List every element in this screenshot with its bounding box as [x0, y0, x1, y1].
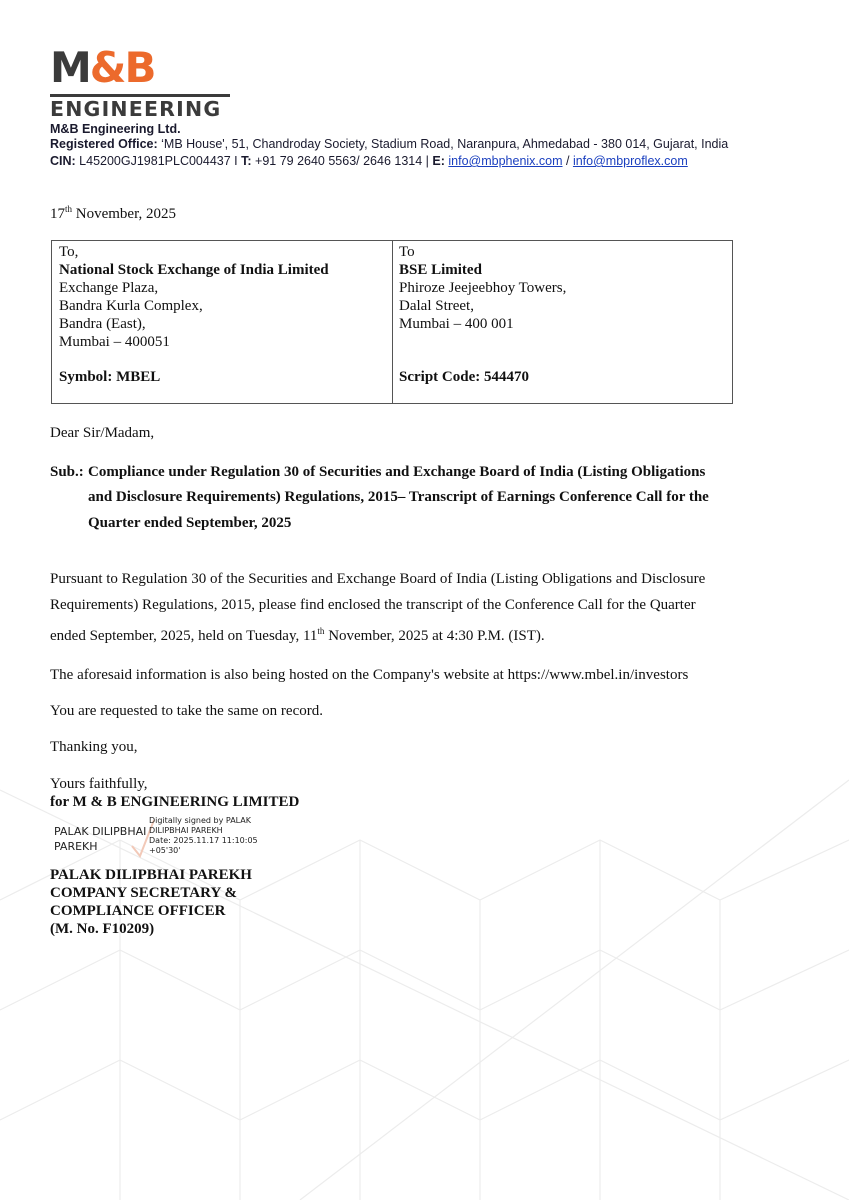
to-label: To,	[59, 244, 79, 260]
recipient-name: National Stock Exchange of India Limited	[59, 262, 329, 278]
signer-membership: (M. No. F10209)	[50, 921, 155, 937]
email-link-mbproflex[interactable]: info@mbproflex.com	[572, 154, 688, 168]
digital-signature	[52, 816, 272, 862]
subject-line: Compliance under Regulation 30 of Securities and Exchange Board of India (Listing Obligations	[88, 464, 706, 480]
signature-details: Digitally signed by PALAK DILIPBHAI PAREKH Date: 2025.11.17 11:10:05 +05'30'	[149, 816, 258, 855]
contact-line: CIN: L45200GJ1981PLC004437 I T: +91 79 2640 5563/ 2646 1314 | E: info@mbphenix.com / info@mbproflex.com	[50, 154, 688, 168]
signer-name: PALAK DILIPBHAI PAREKH	[50, 867, 252, 883]
body-paragraph-1	[50, 566, 705, 649]
subject-line: Quarter ended September, 2025	[88, 515, 292, 531]
bse-script-code: Script Code: 544470	[399, 369, 529, 385]
logo-letter-b: B	[124, 43, 155, 92]
company-logo	[50, 43, 232, 122]
paragraph-line: Pursuant to Regulation 30 of the Securities and Exchange Board of India (Listing Obligations and Disclosure	[50, 571, 706, 587]
address-line: Exchange Plaza,	[59, 280, 159, 296]
body-paragraph-4: Thanking you,	[50, 739, 138, 755]
address-line: Bandra Kurla Complex,	[59, 298, 203, 314]
subject-label: Sub.:	[50, 464, 84, 480]
signature-name: PALAK DILIPBHAI PAREKH	[54, 825, 147, 853]
address-line: Bandra (East),	[59, 316, 146, 332]
signer-title: COMPLIANCE OFFICER	[50, 903, 226, 919]
registered-office: Registered Office: ‘MB House', 51, Chandroday Society, Stadium Road, Naranpura, Ahmedabad - 380 014, Gujarat, India	[50, 137, 729, 151]
address-line: Mumbai – 400 001	[399, 316, 514, 332]
logo-wordmark: ENGINEERING	[50, 97, 222, 121]
letter-date: 17th November, 2025	[50, 204, 176, 222]
logo-mark	[50, 43, 155, 92]
body-paragraph-2: The aforesaid information is also being hosted on the Company's website at https://www.mbel.in/investors	[50, 667, 689, 683]
address-line: Dalal Street,	[399, 298, 474, 314]
subject-line: and Disclosure Requirements) Regulations, 2015– Transcript of Earnings Conference Call for the	[88, 489, 709, 505]
address-line: Phiroze Jeejeebhoy Towers,	[399, 280, 567, 296]
recipient-bse	[399, 243, 566, 333]
logo-ampersand: &	[89, 43, 125, 92]
body-paragraph-3: You are requested to take the same on record.	[50, 703, 323, 719]
salutation: Dear Sir/Madam,	[50, 425, 155, 441]
paragraph-line: Requirements) Regulations, 2015, please find enclosed the transcript of the Conference Call for the Quarter	[50, 597, 696, 613]
closing-yours: Yours faithfully,	[50, 776, 148, 792]
table-divider	[392, 241, 393, 403]
email-link-mbphenix[interactable]: info@mbphenix.com	[448, 154, 563, 168]
nse-symbol: Symbol: MBEL	[59, 369, 161, 385]
company-name: M&B Engineering Ltd.	[50, 122, 181, 136]
recipient-nse	[59, 243, 329, 351]
address-line: Mumbai – 400051	[59, 334, 170, 350]
recipient-name: BSE Limited	[399, 262, 482, 278]
logo-letter-m: M	[50, 43, 90, 92]
signer-block	[50, 866, 252, 938]
to-label: To	[399, 244, 415, 260]
closing-company: for M & B ENGINEERING LIMITED	[50, 794, 300, 810]
paragraph-line: ended September, 2025, held on Tuesday, 11th November, 2025 at 4:30 P.M. (IST).	[50, 626, 545, 644]
recipient-table	[51, 240, 733, 404]
signer-title: COMPANY SECRETARY &	[50, 885, 237, 901]
